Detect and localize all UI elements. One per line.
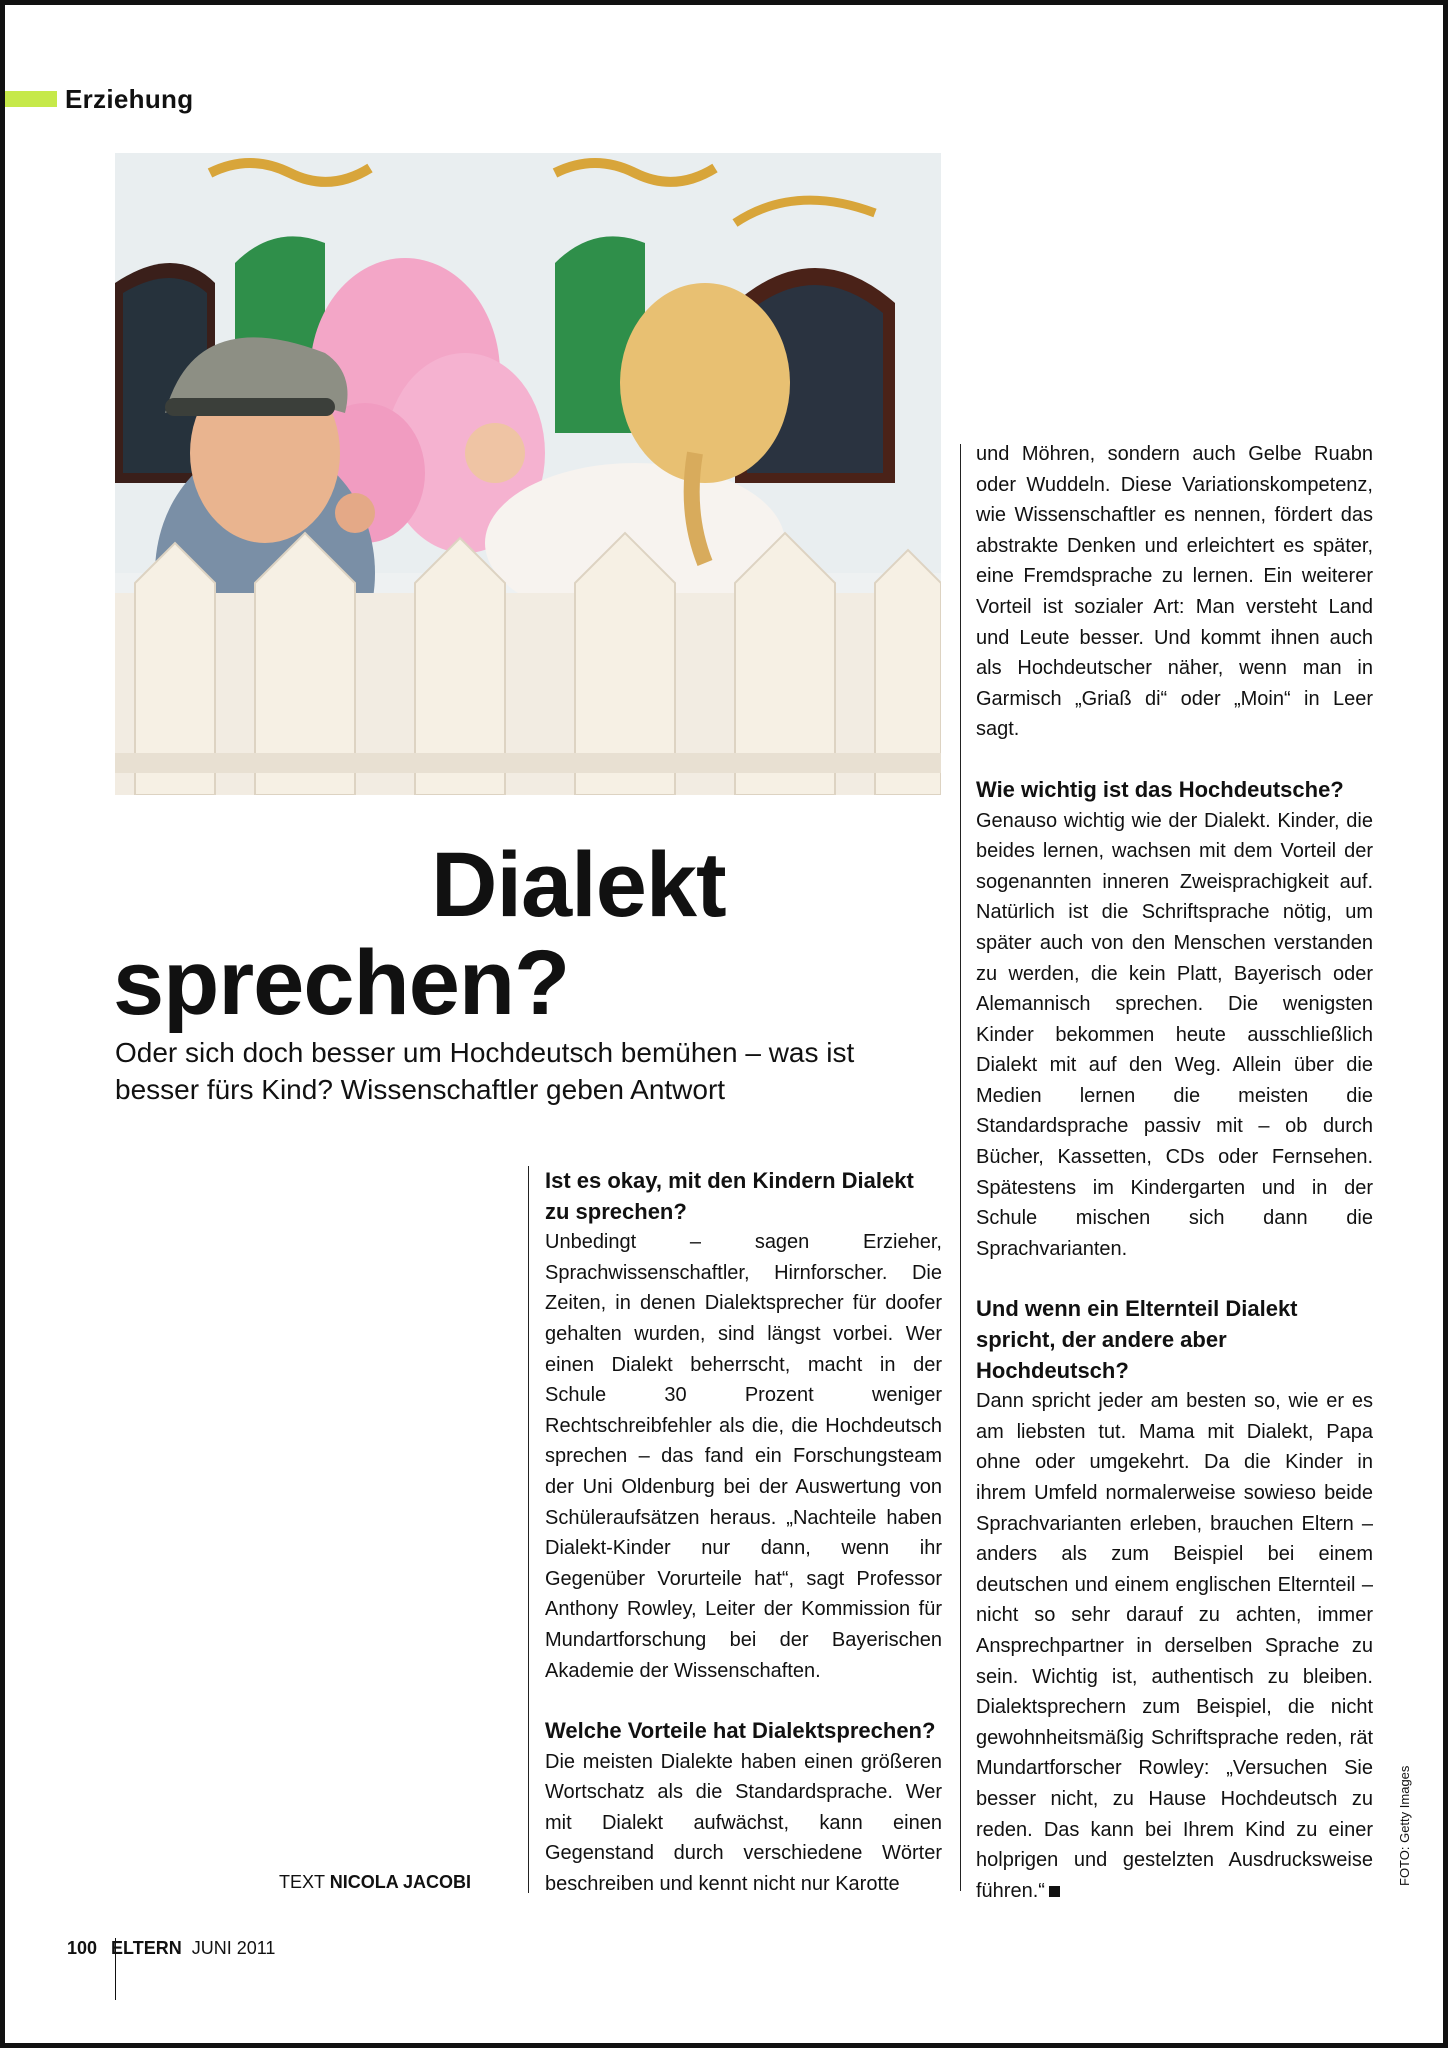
article-photo: [115, 153, 941, 795]
question-heading-2: Welche Vorteile hat Dialektsprechen?: [545, 1718, 936, 1744]
page-footer: [67, 1938, 275, 1959]
headline-line-1: Dialekt: [431, 834, 726, 936]
headline-line-2: sprechen?: [113, 932, 570, 1034]
end-mark-icon: [1049, 1886, 1060, 1897]
magazine-name: ELTERN: [111, 1938, 182, 1958]
section-accent-bar: [5, 91, 57, 107]
byline-author: NICOLA JACOBI: [329, 1872, 472, 1892]
continued-paragraph: und Möhren, sondern auch Gelbe Ruabn oder Wuddeln. Diese Variationskompetenz, wie Wissenschaftler es nennen, fördert das abstrakte Denken und erleichtert es später, eine Fremdsprache zu lernen. Ein weiterer Vorteil ist sozialer Art: Man versteht Land und Leute besser. Und kommt ihnen auch als Hochdeutscher näher, wenn man in Garmisch „Griaß di“ oder „Moin“ in Leer sagt.: [976, 443, 1373, 741]
answer-paragraph-1: Unbedingt – sagen Erzieher, Sprachwissenschaftler, Hirnforscher. Die Zeiten, in denen Dialektsprecher für doofer gehalten wurden, sind längst vorbei. Wer einen Dialekt beherrscht, macht in der Schule 30 Prozent weniger Rechtschreibfehler als die, die Hochdeutsch sprechen – das fand ein Forschungsteam der Uni Oldenburg bei der Auswertung von Schüleraufsätzen heraus. „Nachteile haben Dialekt-Kinder nur dann, wenn ihr Gegenüber Vorurteile hat“, sagt Professor Anthony Rowley, Leiter der Kommission für Mundartforschung bei der Bayerischen Akademie der Wissenschaften.: [545, 1231, 942, 1682]
question-heading-3: Wie wichtig ist das Hochdeutsche?: [976, 776, 1344, 802]
answer-paragraph-4: [976, 1386, 1373, 1906]
headline: [113, 836, 953, 1032]
section-label: Erziehung: [65, 84, 194, 114]
question-heading-4: Und wenn ein Elternteil Dialekt spricht, der andere aber Hochdeutsch?: [976, 1296, 1298, 1383]
answer-paragraph-3: Genauso wichtig wie der Dialekt. Kinder, die beides lernen, wachsen mit dem Vorteil der sogenannten inneren Zweisprachigkeit auf. Natürlich ist die Schriftsprache nötig, um später auch von den Menschen verstanden zu werden, die kein Platt, Bayerisch oder Alemannisch sprechen. Die wenigsten Kinder bekommen heute ausschließlich Dialekt mit auf den Weg. Allein über die Medien lernen die meisten die Standardsprache passiv mit – ob durch Bücher, Kassetten, CDs oder Fernsehen. Spätestens im Kindergarten und in der Schule mischen sich dann die Sprachvarianten.: [976, 809, 1373, 1260]
article-column-1: [545, 1166, 942, 1900]
subhead: Oder sich doch besser um Hochdeutsch bemühen – was ist besser fürs Kind? Wissenschaftler geben Antwort: [115, 1037, 855, 1105]
answer-text-4: Dann spricht jeder am besten so, wie er es am liebsten tut. Mama mit Dialekt, Papa ohne oder umgekehrt. Da die Kinder in ihrem Umfeld normalerweise sowieso beide Sprachvarianten erleben, brauchen Eltern – anders als zum Beispiel bei einem deutschen und einem englischen Elternteil – nicht so sehr darauf zu achten, immer Ansprechpartner in derselben Sprache zu sein. Wichtig ist, authentisch zu bleiben. Dialektsprechern zum Beispiel, die nicht gewohnheitsmäßig Schriftsprache reden, rät Mundartforscher Rowley: „Versuchen Sie besser nicht, zu Hause Hochdeutsch zu reden. Das kann bei Ihrem Kind zu einer holprigen und gestelzten Ausdrucksweise führen.“: [976, 1390, 1373, 1902]
photo-credit: FOTO: Getty Images: [1397, 1765, 1412, 1886]
issue-date: JUNI 2011: [191, 1938, 276, 1958]
byline: [279, 1872, 471, 1893]
byline-prefix: TEXT: [279, 1872, 325, 1892]
article-column-2: [976, 439, 1373, 1906]
column-rule-1: [528, 1166, 529, 1893]
question-heading-1: Ist es okay, mit den Kindern Dialekt zu sprechen?: [545, 1168, 914, 1224]
answer-paragraph-2: Die meisten Dialekte haben einen größeren Wortschatz als die Standardsprache. Wer mit Dialekt aufwächst, kann einen Gegenstand durch verschiedene Wörter beschreiben und kennt nicht nur Karotte: [545, 1750, 942, 1896]
page-number: 100: [67, 1938, 98, 1958]
column-rule-2: [960, 444, 961, 1891]
